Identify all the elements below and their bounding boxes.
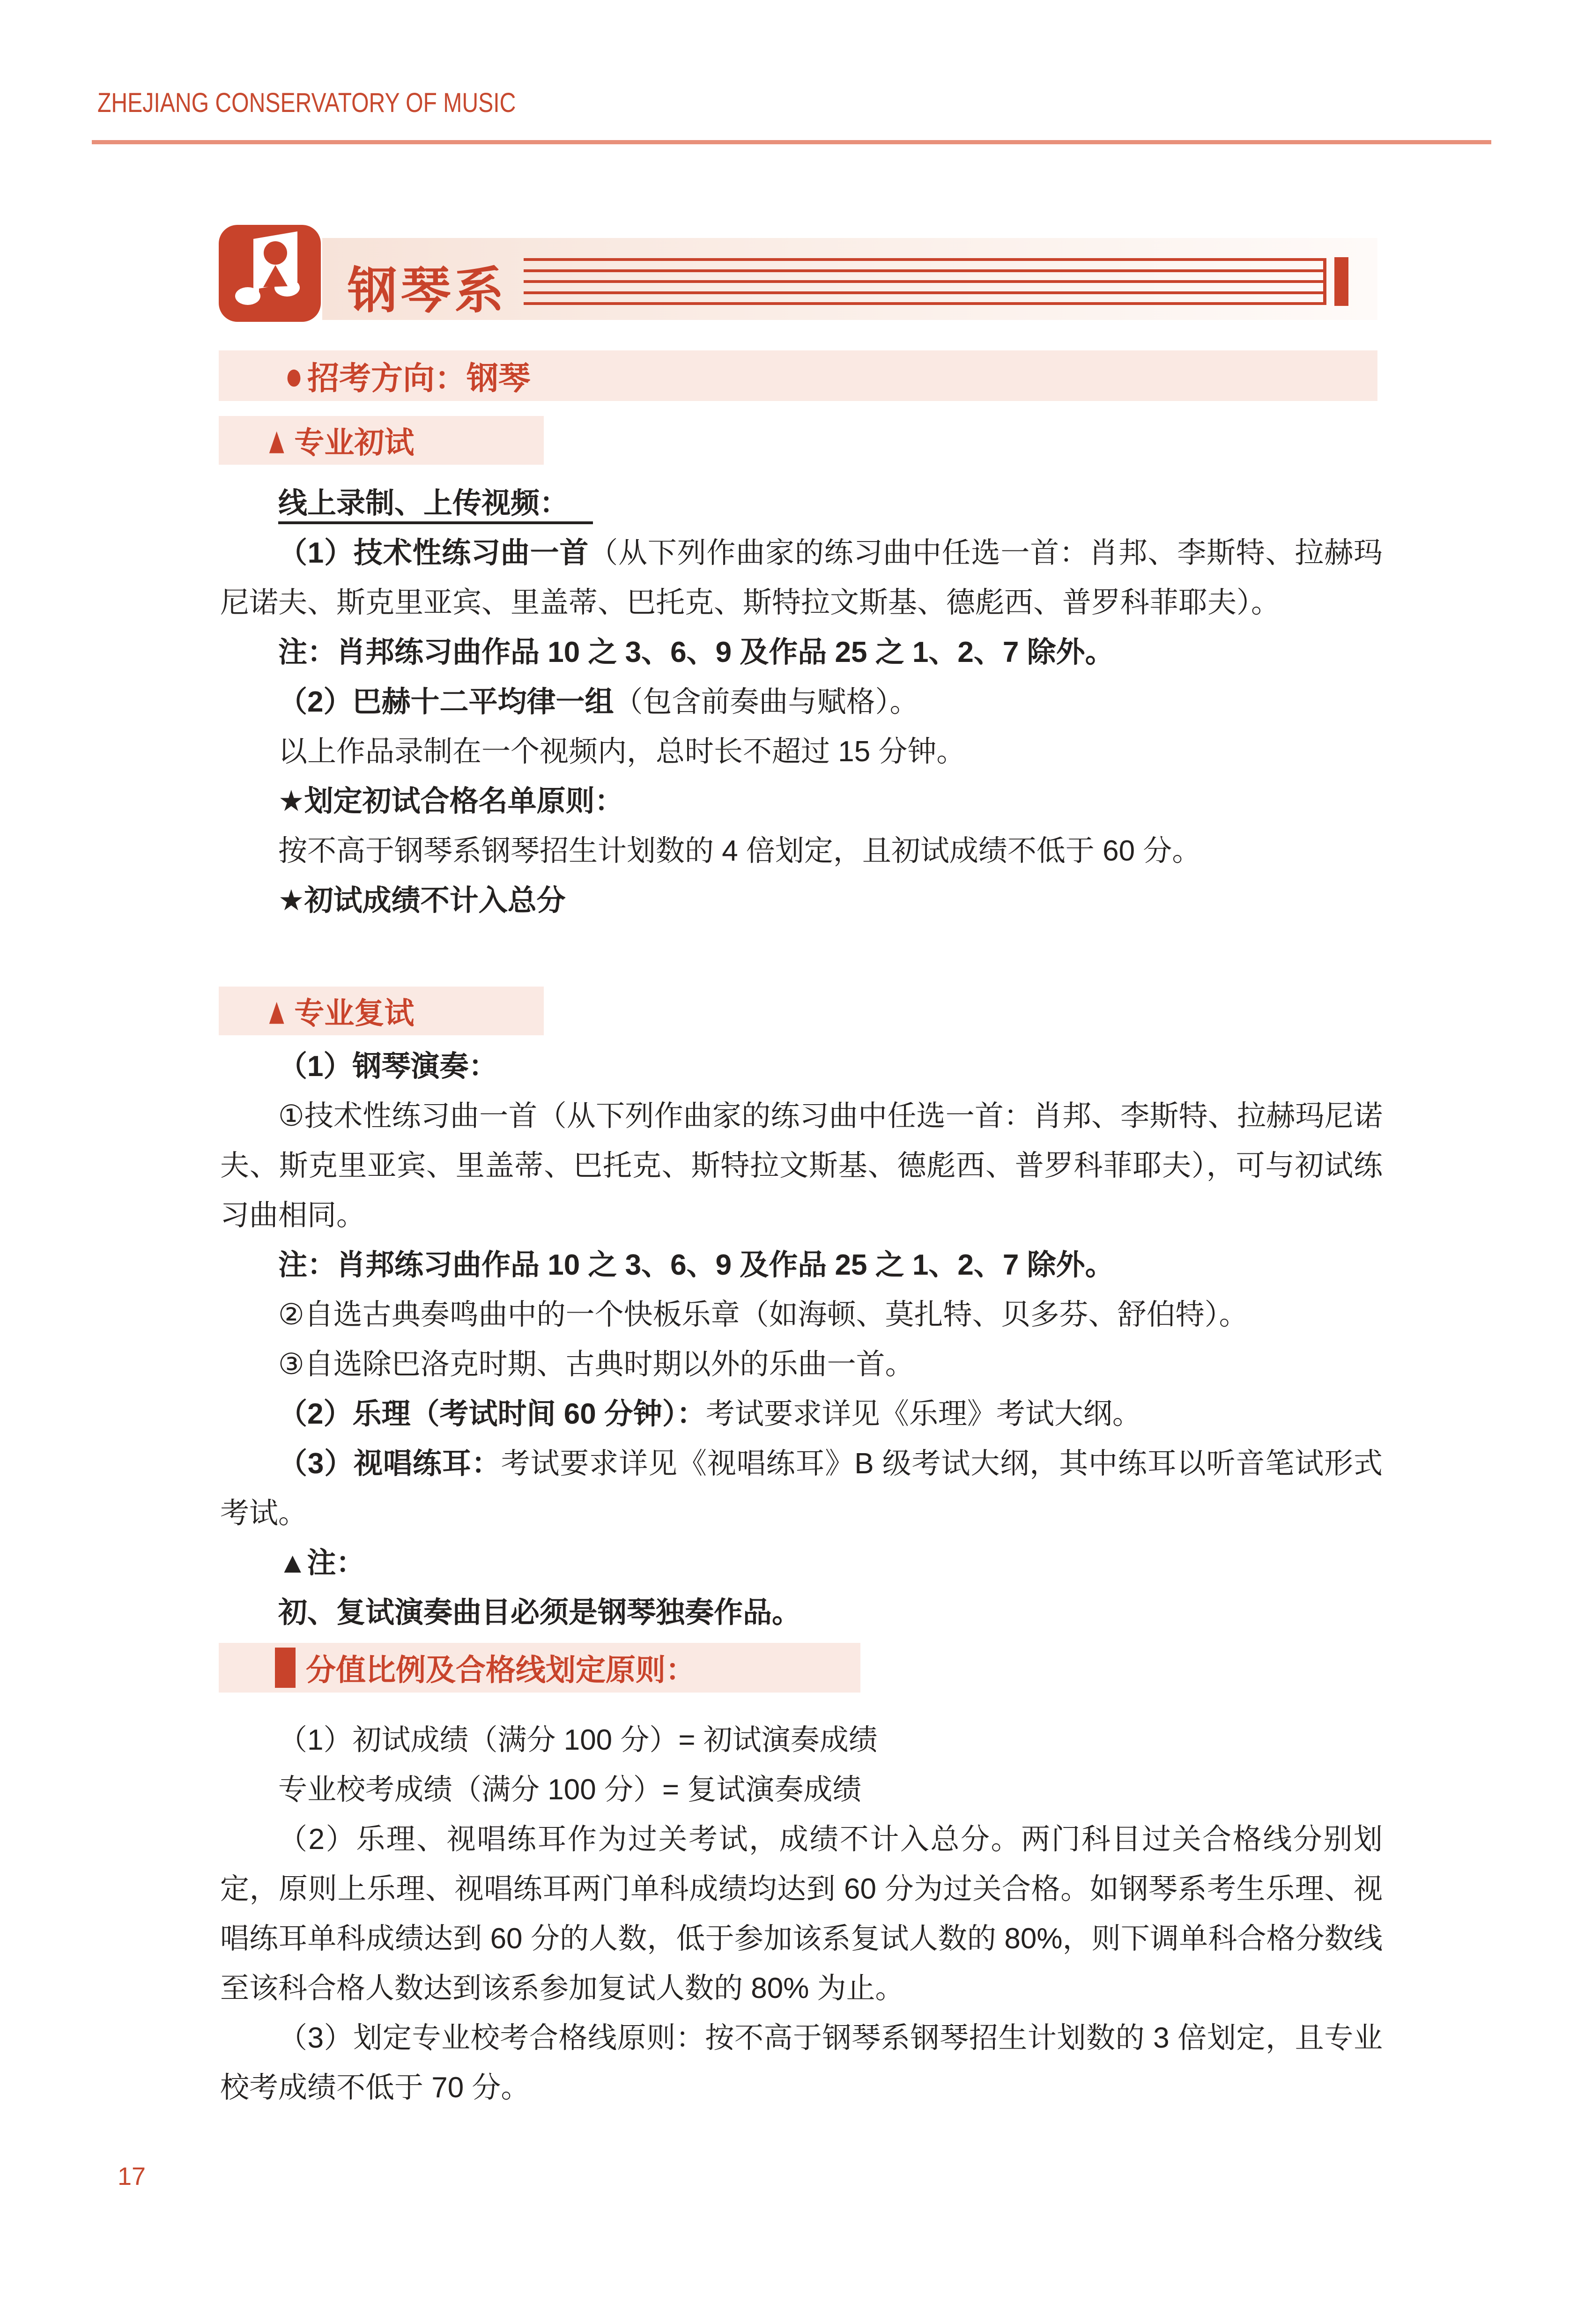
record-heading-line	[220, 479, 1383, 528]
retest-note1: 注：肖邦练习曲作品 10 之 3、6、9 及作品 25 之 1、2、7 除外。	[278, 1249, 1114, 1281]
preliminary-item1-text: （从下列作曲家的练习曲中任选一首：肖邦、李斯特、拉赫玛尼诺夫、斯克里亚宾、里盖蒂、巴托克、斯特拉文斯基、德彪西、普罗科菲耶夫）。	[220, 537, 1383, 619]
preliminary-rule1-title: ★划定初试合格名单原则：	[278, 785, 624, 817]
preliminary-rule1-text: 按不高于钢琴系钢琴招生计划数的 4 倍划定，且初试成绩不低于 60 分。	[278, 835, 1201, 867]
section-scoring-label: 分值比例及合格线划定原则：	[306, 1653, 696, 1687]
retest-item1a: ①技术性练习曲一首（从下列作曲家的练习曲中任选一首：肖邦、李斯特、拉赫玛尼诺夫、斯克里亚宾、里盖蒂、巴托克、斯特拉文斯基、德彪西、普罗科菲耶夫），可与初试练习曲相同。	[220, 1100, 1383, 1232]
retest-item1b: ②自选古典奏鸣曲中的一个快板乐章（如海顿、莫扎特、贝多芬、舒伯特）。	[278, 1299, 1248, 1331]
retest-item3-title: （3）视唱练耳：	[278, 1448, 501, 1480]
staff-line	[524, 258, 1326, 261]
square-marker-icon	[275, 1648, 296, 1688]
music-notes-icon	[219, 225, 321, 322]
page-number: 17	[118, 2162, 146, 2190]
preliminary-item2-title: （2）巴赫十二平均律一组	[278, 686, 614, 718]
section-direction-label: 招考方向：钢琴	[307, 360, 531, 396]
scoring-p2: 专业校考成绩（满分 100 分）= 复试演奏成绩	[278, 1774, 862, 1806]
section-scoring-band	[219, 1643, 860, 1693]
dot-marker-icon: ●	[285, 353, 304, 398]
retest-note2-label: ▲注：	[278, 1547, 365, 1579]
triangle-marker-icon: ▲	[264, 419, 289, 461]
section-direction-band	[219, 350, 1377, 401]
record-heading: 线上录制、上传视频：	[278, 487, 593, 524]
retest-item1c: ③自选除巴洛克时期、古典时期以外的乐曲一首。	[278, 1348, 914, 1381]
triangle-marker-icon: ▲	[264, 990, 289, 1032]
retest-item2-title: （2）乐理（考试时间 60 分钟）：	[278, 1398, 706, 1430]
scoring-p1: （1）初试成绩（满分 100 分）= 初试演奏成绩	[278, 1724, 878, 1756]
staff-end-line	[1323, 258, 1326, 305]
section-retest-band	[219, 987, 544, 1035]
music-staff-decoration	[524, 258, 1326, 305]
school-name: ZHEJIANG CONSERVATORY OF MUSIC	[97, 88, 516, 118]
section-retest-label: 专业复试	[294, 996, 415, 1030]
section-preliminary-band	[219, 416, 544, 465]
retest-text-block	[220, 1042, 1383, 1638]
department-title: 钢琴系	[348, 263, 508, 319]
staff-line	[524, 291, 1326, 294]
retest-item2-text: 考试要求详见《乐理》考试大纲。	[705, 1398, 1141, 1430]
preliminary-item2	[220, 677, 1383, 727]
staff-line	[524, 269, 1326, 272]
header-divider	[92, 140, 1491, 144]
section-scoring-heading	[219, 1646, 696, 1689]
scoring-p3: （2）乐理、视唱练耳作为过关考试，成绩不计入总分。两门科目过关合格线分别划定，原则上乐理、视唱练耳两门单科成绩均达到 60 分为过关合格。如钢琴系考生乐理、视唱练耳单科成绩达到 60 分的人数，低于参加该系复试人数的 80%，则下调单科合格分数线至该科合格人数达到该系参加复试人数的 80% 为止。	[220, 1823, 1383, 2005]
retest-item3-text: 考试要求详见《视唱练耳》B 级考试大纲，其中练耳以听音笔试形式考试。	[220, 1448, 1383, 1530]
preliminary-rule2: ★初试成绩不计入总分	[278, 884, 566, 917]
preliminary-item1	[220, 528, 1383, 628]
section-direction-heading	[219, 353, 530, 399]
scoring-p4: （3）划定专业校考合格线原则：按不高于钢琴系钢琴招生计划数的 3 倍划定，且专业校考成绩不低于 70 分。	[220, 2022, 1383, 2104]
retest-item3	[220, 1439, 1383, 1538]
staff-line	[524, 302, 1326, 305]
preliminary-text-block	[220, 479, 1383, 926]
preliminary-note1: 注：肖邦练习曲作品 10 之 3、6、9 及作品 25 之 1、2、7 除外。	[278, 636, 1114, 668]
retest-note2-text: 初、复试演奏曲目必须是钢琴独奏作品。	[278, 1596, 801, 1629]
staff-line	[524, 280, 1326, 283]
staff-end-bar	[1334, 257, 1348, 306]
preliminary-item2-text: （包含前奏曲与赋格）。	[614, 686, 919, 718]
retest-item2	[220, 1389, 1383, 1439]
preliminary-item3: 以上作品录制在一个视频内，总时长不超过 15 分钟。	[278, 735, 966, 768]
section-preliminary-label: 专业初试	[294, 426, 415, 460]
section-retest-heading	[219, 989, 414, 1032]
section-preliminary-heading	[219, 419, 414, 462]
preliminary-item1-title: （1）技术性练习曲一首	[278, 537, 589, 569]
retest-item1-title: （1）钢琴演奏：	[278, 1050, 498, 1083]
scoring-text-block	[220, 1715, 1383, 2113]
